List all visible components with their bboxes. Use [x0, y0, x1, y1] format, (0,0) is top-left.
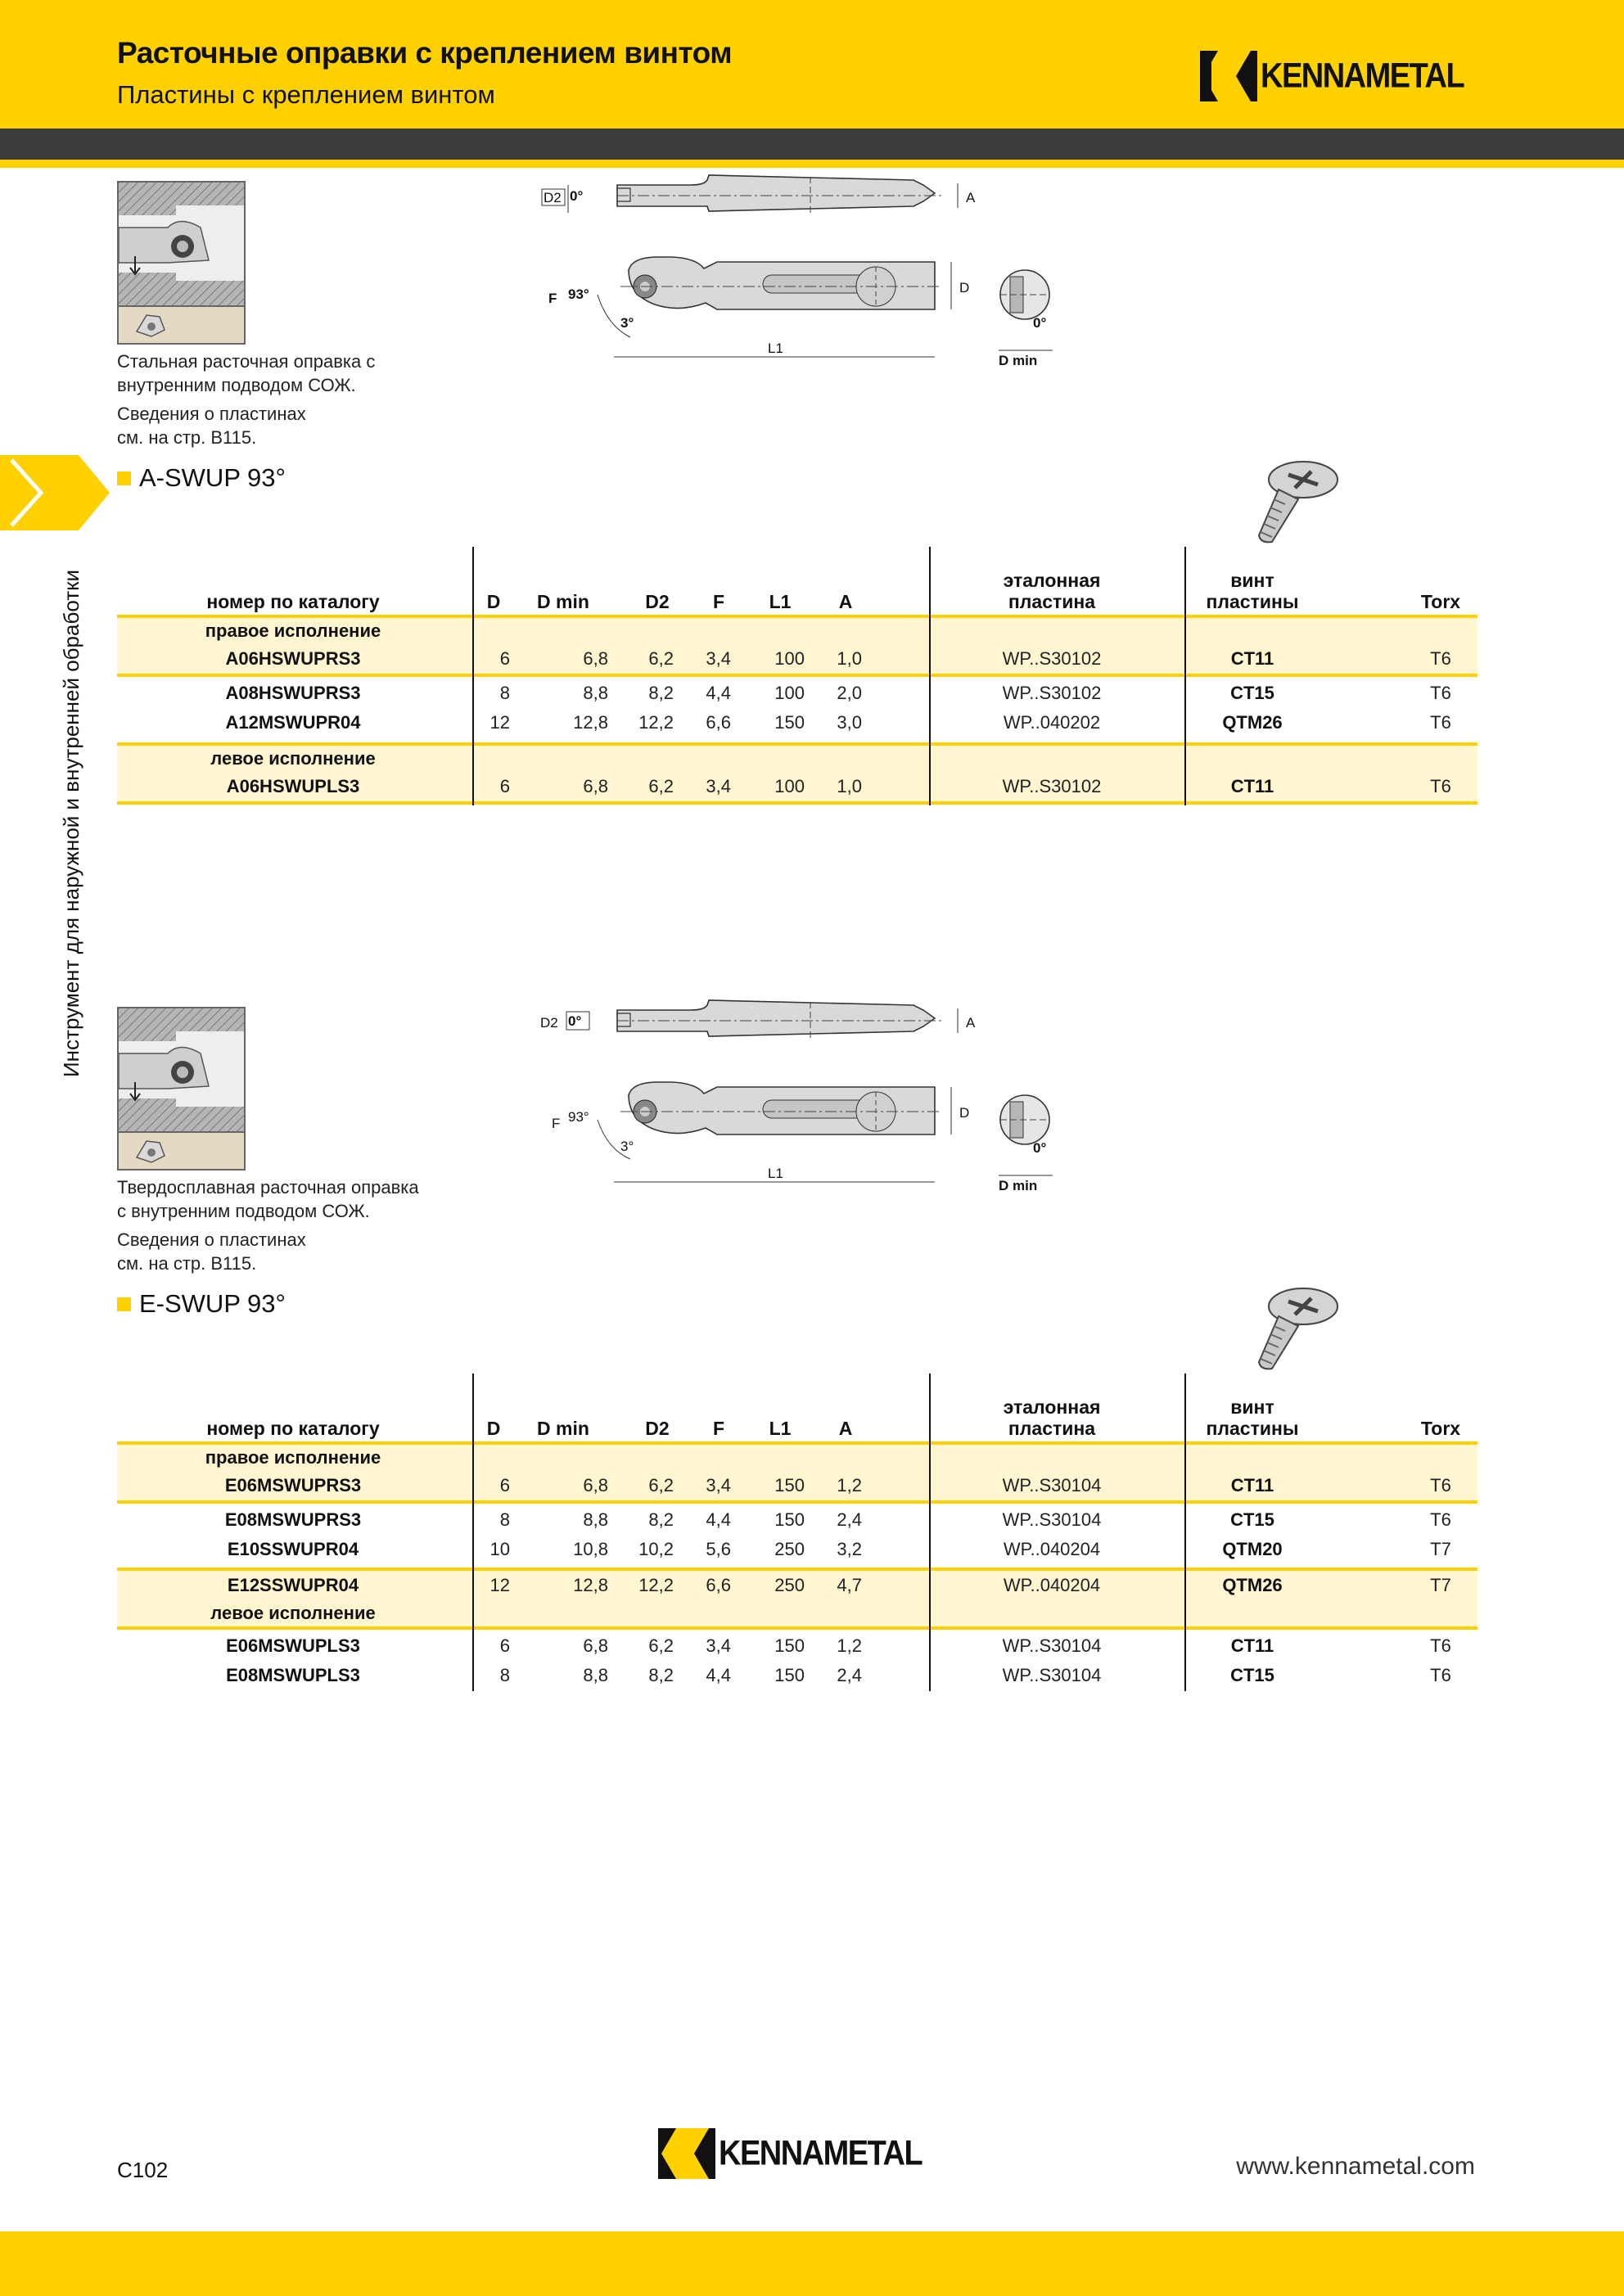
group-band — [117, 615, 1477, 677]
section2-application-image — [117, 1007, 246, 1171]
cell-torx: T6 — [1430, 683, 1451, 703]
col-ref-insert — [929, 570, 1175, 612]
col-dmin: D min — [537, 591, 589, 612]
cell-catalog: A06HSWUPRS3 — [225, 648, 361, 669]
cell-catalog: E06MSWUPRS3 — [224, 1475, 362, 1495]
group-left-label: левое исполнение — [210, 748, 376, 769]
chapter-arrow-icon — [0, 455, 115, 530]
cell-dmin: 8,8 — [583, 1665, 608, 1685]
yellow-square-icon — [117, 1297, 131, 1311]
cell-ref-insert: WP..040204 — [1003, 1539, 1101, 1559]
col-l1: L1 — [769, 1418, 792, 1439]
cell-f: 3,4 — [706, 1635, 731, 1656]
col-f: F — [712, 591, 725, 612]
yellow-square-icon — [117, 471, 131, 485]
cell-l1: 150 — [774, 1665, 805, 1685]
cell-a: 1,2 — [837, 1475, 862, 1495]
cell-f: 3,4 — [706, 1475, 731, 1495]
cell-screw: CT11 — [1230, 1635, 1274, 1656]
cell-screw: CT15 — [1230, 683, 1274, 703]
col-a: A — [838, 1418, 853, 1439]
logo-wordmark: KENNAMETAL — [1261, 56, 1464, 95]
caption-line: внутренним подводом СОЖ. — [117, 375, 356, 395]
label-zero: 0° — [568, 1013, 582, 1029]
cell-dmin: 6,8 — [583, 776, 608, 796]
group-band — [117, 1441, 1477, 1504]
col-screw-l1: винт — [1230, 570, 1274, 591]
insert-image — [117, 307, 246, 345]
cell-screw: CT15 — [1230, 1665, 1274, 1685]
cell-d: 8 — [499, 1509, 510, 1530]
cell-torx: T6 — [1430, 712, 1451, 733]
cell-d2: 6,2 — [648, 776, 674, 796]
col-ref-insert — [929, 1396, 1175, 1439]
cell-d: 6 — [499, 1635, 510, 1656]
table-divider — [1184, 1374, 1186, 1691]
table-row — [117, 644, 1477, 674]
col-screw-l2: пластины — [1206, 591, 1299, 612]
cell-torx: T6 — [1430, 1635, 1451, 1656]
table-row — [117, 1505, 1477, 1535]
label-dmin: D min — [999, 353, 1038, 368]
label-l1: L1 — [768, 1166, 783, 1181]
caption-line: см. на стр. B115. — [117, 427, 257, 448]
cell-catalog: E10SSWUPR04 — [227, 1539, 359, 1559]
cell-torx: T6 — [1430, 1665, 1451, 1685]
label-a: A — [966, 190, 976, 205]
cell-l1: 250 — [774, 1575, 805, 1595]
table-divider — [929, 1374, 931, 1691]
table-row — [117, 1571, 1477, 1600]
cell-d2: 10,2 — [638, 1539, 674, 1559]
col-ref-insert-l2: пластина — [1008, 1418, 1096, 1439]
table-row — [117, 1535, 1477, 1564]
cell-catalog: A08HSWUPRS3 — [225, 683, 361, 703]
table-divider — [1184, 547, 1186, 805]
col-dmin: D min — [537, 1418, 589, 1439]
website-link[interactable]: www.kennametal.com — [1236, 2153, 1475, 2180]
table-row — [117, 1661, 1477, 1690]
cell-d2: 8,2 — [648, 683, 674, 703]
cell-ref-insert: WP..S30104 — [1002, 1475, 1102, 1495]
section-title-text: E-SWUP 93° — [139, 1289, 286, 1318]
cell-f: 3,4 — [706, 648, 731, 669]
cell-catalog: E12SSWUPR04 — [227, 1575, 359, 1595]
kennametal-k-icon — [1200, 51, 1257, 101]
cell-d: 8 — [499, 1665, 510, 1685]
table-header — [117, 547, 1477, 615]
section2-tool-drawing — [532, 997, 1064, 1193]
cell-a: 2,4 — [837, 1509, 862, 1530]
page-subtitle: Пластины с креплением винтом — [117, 80, 495, 109]
insert-image — [117, 1133, 246, 1171]
boring-bar-section-image — [117, 1007, 246, 1133]
col-l1: L1 — [769, 591, 792, 612]
table-header — [117, 1374, 1477, 1441]
group-label — [117, 618, 1477, 644]
label-3deg: 3° — [620, 315, 634, 331]
cell-a: 1,0 — [837, 776, 862, 796]
group-right-label: правое исполнение — [205, 1447, 381, 1468]
caption-line: Сведения о пластинах — [117, 1229, 306, 1250]
group-band — [117, 742, 1477, 805]
label-f: F — [552, 1116, 561, 1131]
col-d2: D2 — [645, 1418, 670, 1439]
cell-a: 1,2 — [837, 1635, 862, 1656]
section1-application-image — [117, 181, 246, 345]
cell-d: 6 — [499, 648, 510, 669]
label-a: A — [966, 1015, 976, 1031]
table-e-swup — [117, 1374, 1477, 1690]
cell-dmin: 6,8 — [583, 1635, 608, 1656]
cell-a: 4,7 — [837, 1575, 862, 1595]
cell-catalog: E08MSWUPRS3 — [224, 1509, 362, 1530]
group-band — [117, 1568, 1477, 1630]
cell-dmin: 6,8 — [583, 1475, 608, 1495]
cell-catalog: E08MSWUPLS3 — [226, 1665, 360, 1685]
cell-ref-insert: WP..S30102 — [1002, 683, 1102, 703]
col-torx: Torx — [1420, 591, 1461, 612]
screw-icon — [1236, 1283, 1342, 1380]
cell-a: 1,0 — [837, 648, 862, 669]
caption-line: Твердосплавная расточная оправка — [117, 1177, 419, 1198]
cell-d: 10 — [489, 1539, 510, 1559]
col-d2: D2 — [645, 591, 670, 612]
group-left-label: левое исполнение — [210, 1603, 376, 1623]
cell-f: 4,4 — [706, 683, 731, 703]
table-a-swup — [117, 547, 1477, 805]
section2-caption — [117, 1175, 419, 1275]
cell-torx: T6 — [1430, 1509, 1451, 1530]
col-catalog: номер по каталогу — [206, 591, 380, 612]
cell-ref-insert: WP..S30102 — [1002, 776, 1102, 796]
cell-ref-insert: WP..S30104 — [1002, 1509, 1102, 1530]
cell-l1: 250 — [774, 1539, 805, 1559]
table-row — [117, 1631, 1477, 1661]
cell-l1: 150 — [774, 1509, 805, 1530]
col-screw-l1: винт — [1230, 1396, 1274, 1418]
label-3deg: 3° — [620, 1139, 634, 1154]
cell-catalog: E06MSWUPLS3 — [226, 1635, 360, 1656]
group-label — [117, 1445, 1477, 1471]
cell-d: 6 — [499, 1475, 510, 1495]
cell-l1: 100 — [774, 683, 805, 703]
boring-bar-section-image — [117, 181, 246, 307]
cell-f: 6,6 — [706, 712, 731, 733]
table-row — [117, 708, 1477, 738]
group-right-label: правое исполнение — [205, 620, 381, 641]
label-d: D — [959, 1105, 970, 1121]
cell-f: 3,4 — [706, 776, 731, 796]
cell-l1: 150 — [774, 1635, 805, 1656]
cell-d2: 12,2 — [638, 712, 674, 733]
cell-d2: 8,2 — [648, 1665, 674, 1685]
col-catalog: номер по каталогу — [206, 1418, 380, 1439]
caption-line: с внутренним подводом СОЖ. — [117, 1201, 370, 1221]
kennametal-logo — [1200, 51, 1464, 101]
col-screw — [1191, 570, 1314, 612]
label-zero2: 0° — [1033, 315, 1047, 331]
cell-torx: T6 — [1430, 1475, 1451, 1495]
page-number: C102 — [117, 2158, 169, 2182]
col-ref-insert-l2: пластина — [1008, 591, 1096, 612]
section2-title — [117, 1289, 286, 1319]
col-ref-insert-l1: эталонная — [1003, 1396, 1101, 1418]
cell-torx: T7 — [1430, 1539, 1451, 1559]
cell-f: 6,6 — [706, 1575, 731, 1595]
cell-d: 6 — [499, 776, 510, 796]
cell-ref-insert: WP..040204 — [1003, 1575, 1101, 1595]
cell-catalog: A12MSWUPR04 — [225, 712, 361, 733]
chapter-label: Инструмент для наружной и внутренней обработки — [59, 569, 83, 1077]
cell-dmin: 10,8 — [573, 1539, 608, 1559]
cell-l1: 100 — [774, 776, 805, 796]
table-row — [117, 679, 1477, 708]
label-zero2: 0° — [1033, 1140, 1047, 1156]
label-d2: D2 — [540, 1015, 558, 1031]
footer-band — [0, 2231, 1624, 2296]
cell-screw: CT15 — [1230, 1509, 1274, 1530]
cell-dmin: 6,8 — [583, 648, 608, 669]
kennametal-k-icon — [658, 2128, 715, 2179]
group-label — [117, 746, 1477, 772]
cell-l1: 150 — [774, 712, 805, 733]
caption-line: см. на стр. B115. — [117, 1253, 257, 1274]
col-torx: Torx — [1420, 1418, 1461, 1439]
label-dmin: D min — [999, 1178, 1038, 1193]
group-label — [117, 1600, 1477, 1626]
cell-ref-insert: WP..S30104 — [1002, 1665, 1102, 1685]
table-row — [117, 1471, 1477, 1500]
table-divider — [929, 547, 931, 805]
col-f: F — [712, 1418, 725, 1439]
screw-icon — [1236, 457, 1342, 553]
cell-screw: CT11 — [1230, 648, 1274, 669]
caption-line: Стальная расточная оправка с — [117, 351, 376, 372]
section1-tool-drawing — [532, 172, 1064, 368]
cell-d: 12 — [489, 712, 510, 733]
cell-ref-insert: WP..S30102 — [1002, 648, 1102, 669]
label-d: D — [959, 280, 970, 295]
header-yellow-stripe — [0, 160, 1624, 168]
cell-f: 4,4 — [706, 1665, 731, 1685]
label-93: 93° — [568, 1109, 589, 1125]
cell-d: 12 — [489, 1575, 510, 1595]
table-divider — [472, 547, 474, 805]
cell-screw: QTM20 — [1222, 1539, 1283, 1559]
cell-screw: CT11 — [1230, 1475, 1274, 1495]
cell-dmin: 8,8 — [583, 683, 608, 703]
col-screw-l2: пластины — [1206, 1418, 1299, 1439]
cell-torx: T6 — [1430, 776, 1451, 796]
cell-ref-insert: WP..S30104 — [1002, 1635, 1102, 1656]
caption-line: Сведения о пластинах — [117, 404, 306, 424]
cell-torx: T6 — [1430, 648, 1451, 669]
cell-dmin: 8,8 — [583, 1509, 608, 1530]
cell-d2: 8,2 — [648, 1509, 674, 1530]
logo-wordmark: KENNAMETAL — [719, 2133, 923, 2172]
cell-d2: 6,2 — [648, 1635, 674, 1656]
header-dark-stripe — [0, 129, 1624, 160]
cell-d2: 12,2 — [638, 1575, 674, 1595]
cell-torx: T7 — [1430, 1575, 1451, 1595]
col-d: D — [486, 1418, 501, 1439]
cell-a: 2,0 — [837, 683, 862, 703]
cell-f: 5,6 — [706, 1539, 731, 1559]
cell-dmin: 12,8 — [573, 712, 608, 733]
table-row — [117, 772, 1477, 801]
cell-f: 4,4 — [706, 1509, 731, 1530]
cell-d2: 6,2 — [648, 1475, 674, 1495]
cell-d: 8 — [499, 683, 510, 703]
col-d: D — [486, 591, 501, 612]
col-ref-insert-l1: эталонная — [1003, 570, 1101, 591]
cell-l1: 150 — [774, 1475, 805, 1495]
page-title: Расточные оправки с креплением винтом — [117, 36, 733, 70]
cell-a: 3,0 — [837, 712, 862, 733]
label-l1: L1 — [768, 341, 783, 356]
cell-l1: 100 — [774, 648, 805, 669]
cell-a: 2,4 — [837, 1665, 862, 1685]
cell-screw: QTM26 — [1222, 712, 1283, 733]
cell-screw: QTM26 — [1222, 1575, 1283, 1595]
section1-title — [117, 463, 286, 493]
cell-a: 3,2 — [837, 1539, 862, 1559]
section1-caption — [117, 350, 375, 449]
label-d2: D2 — [544, 190, 562, 205]
cell-screw: CT11 — [1230, 776, 1274, 796]
section-title-text: A-SWUP 93° — [139, 463, 286, 492]
label-93: 93° — [568, 286, 589, 302]
col-a: A — [838, 591, 853, 612]
kennametal-logo — [658, 2128, 922, 2179]
label-f: F — [548, 291, 557, 306]
label-zero: 0° — [570, 188, 584, 204]
cell-catalog: A06HSWUPLS3 — [226, 776, 360, 796]
col-screw — [1191, 1396, 1314, 1439]
cell-dmin: 12,8 — [573, 1575, 608, 1595]
cell-ref-insert: WP..040202 — [1003, 712, 1101, 733]
cell-d2: 6,2 — [648, 648, 674, 669]
table-divider — [472, 1374, 474, 1691]
